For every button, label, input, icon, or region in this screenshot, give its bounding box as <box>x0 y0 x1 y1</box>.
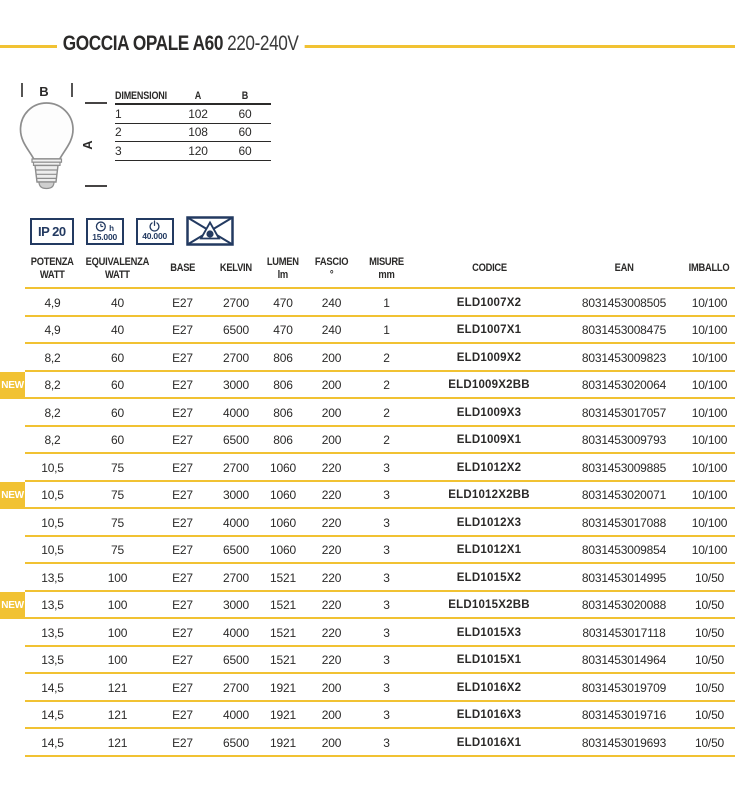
cell-imballo: 10/100 <box>691 378 728 393</box>
dim-col-a: A <box>194 89 202 102</box>
cell-fascio: 200 <box>321 708 342 723</box>
cell-potenza: 8,2 <box>44 350 61 365</box>
cell-misure: 3 <box>383 488 390 503</box>
header-line: FASCIO <box>314 255 349 268</box>
dim-cell: 102 <box>188 106 208 121</box>
cell-equivalenza: 40 <box>111 323 124 338</box>
cell-kelvin: 2700 <box>223 295 249 310</box>
cell-ean: 8031453009885 <box>581 460 667 475</box>
cell-ean: 8031453019716 <box>581 708 667 723</box>
cell-kelvin: 4000 <box>223 625 249 640</box>
new-badge-cell <box>0 702 25 730</box>
cell-kelvin: 6500 <box>223 653 249 668</box>
table-row <box>0 482 735 510</box>
header-line: CODICE <box>471 262 507 275</box>
not-dimmable-icon <box>186 216 234 246</box>
header-line: mm <box>378 269 395 281</box>
cell-codice: ELD1016X2 <box>456 681 522 694</box>
cell-misure: 3 <box>383 598 390 613</box>
page-title <box>57 30 304 58</box>
cell-lumen: 1060 <box>270 460 296 475</box>
new-badge-cell <box>0 372 25 400</box>
cell-base: E27 <box>172 378 193 393</box>
cell-misure: 2 <box>383 350 390 365</box>
cell-potenza: 14,5 <box>41 708 64 723</box>
cell-fascio: 240 <box>321 295 342 310</box>
cell-base: E27 <box>172 515 193 530</box>
new-badge-cell <box>0 537 25 565</box>
table-row <box>0 399 735 427</box>
cell-codice: ELD1016X3 <box>456 709 522 722</box>
bulb-screw-base <box>35 165 58 182</box>
cell-imballo: 10/50 <box>694 625 725 640</box>
cell-kelvin: 3000 <box>223 488 249 503</box>
cell-base: E27 <box>172 708 193 723</box>
cell-fascio: 220 <box>321 543 342 558</box>
cell-equivalenza: 121 <box>107 708 128 723</box>
header-ean <box>564 262 684 275</box>
cell-kelvin: 2700 <box>223 460 249 475</box>
cell-codice: ELD1007X1 <box>456 324 522 337</box>
cell-ean: 8031453009823 <box>581 350 667 365</box>
ip-rating-label: IP 20 <box>38 223 66 239</box>
cell-kelvin: 3000 <box>223 598 249 613</box>
new-badge-cell <box>0 509 25 537</box>
cell-ean: 8031453020088 <box>581 598 667 613</box>
product-table-header <box>0 249 735 289</box>
cell-codice: ELD1012X2 <box>456 461 522 474</box>
cell-misure: 2 <box>383 378 390 393</box>
cell-lumen: 1521 <box>270 570 296 585</box>
cell-potenza: 13,5 <box>41 625 64 640</box>
new-badge-cell <box>0 399 25 427</box>
switch-cycles-value: 40.000 <box>142 231 168 242</box>
cell-imballo: 10/100 <box>691 543 728 558</box>
header-line: EQUIVALENZA <box>85 255 150 268</box>
dim-cell: 60 <box>238 125 252 140</box>
header-equivalenza <box>80 256 155 282</box>
cell-base: E27 <box>172 543 193 558</box>
cell-codice: ELD1009X1 <box>456 434 522 447</box>
cell-fascio: 220 <box>321 460 342 475</box>
cell-misure: 3 <box>383 653 390 668</box>
cell-imballo: 10/50 <box>694 735 725 750</box>
header-codice <box>414 262 564 275</box>
cell-base: E27 <box>172 323 193 338</box>
cell-codice: ELD1007X2 <box>456 296 522 309</box>
cell-lumen: 1521 <box>270 625 296 640</box>
cell-kelvin: 6500 <box>223 735 249 750</box>
cell-ean: 8031453008505 <box>581 295 667 310</box>
cell-kelvin: 2700 <box>223 350 249 365</box>
cell-codice: ELD1009X2BB <box>448 379 530 392</box>
product-name: GOCCIA OPALE A60 <box>62 32 223 55</box>
cell-lumen: 1921 <box>270 735 296 750</box>
cell-equivalenza: 100 <box>107 570 128 585</box>
header-imballo <box>684 262 735 275</box>
dim-cell: 3 <box>115 143 122 158</box>
new-badge-cell <box>0 344 25 372</box>
cell-base: E27 <box>172 735 193 750</box>
cell-ean: 8031453019709 <box>581 680 667 695</box>
dim-col-b: B <box>241 89 249 102</box>
height-label: A <box>80 140 95 150</box>
cell-ean: 8031453009793 <box>581 433 667 448</box>
cell-codice: ELD1015X2 <box>456 571 522 584</box>
cell-equivalenza: 100 <box>107 625 128 640</box>
new-badge-cell <box>0 427 25 455</box>
header-line: LUMEN <box>267 255 299 268</box>
cell-imballo: 10/100 <box>691 433 728 448</box>
cell-fascio: 200 <box>321 680 342 695</box>
table-row <box>0 647 735 675</box>
cell-imballo: 10/100 <box>691 323 728 338</box>
cell-ean: 8031453020071 <box>581 488 667 503</box>
cell-fascio: 200 <box>321 378 342 393</box>
cell-imballo: 10/50 <box>694 598 725 613</box>
switch-cycles-badge <box>136 218 174 245</box>
cell-kelvin: 6500 <box>223 433 249 448</box>
dim-cell: 60 <box>238 143 252 158</box>
cell-kelvin: 6500 <box>223 323 249 338</box>
table-row <box>0 427 735 455</box>
cell-ean: 8031453014964 <box>581 653 667 668</box>
cell-misure: 1 <box>383 323 390 338</box>
header-lumen <box>262 256 304 282</box>
new-badge-cell <box>0 674 25 702</box>
cell-potenza: 10,5 <box>41 543 64 558</box>
cell-equivalenza: 40 <box>111 295 124 310</box>
cell-imballo: 10/50 <box>694 708 725 723</box>
header-line: POTENZA <box>31 255 74 268</box>
header-fascio <box>304 256 359 282</box>
ip-rating-badge <box>30 218 74 245</box>
new-badge-cell <box>0 729 25 757</box>
cell-lumen: 806 <box>273 350 293 365</box>
cell-codice: ELD1009X2 <box>456 351 522 364</box>
table-row <box>0 702 735 730</box>
cell-equivalenza: 75 <box>111 515 124 530</box>
cell-base: E27 <box>172 570 193 585</box>
header-line: ° <box>329 269 334 281</box>
new-badge: NEW <box>0 372 25 400</box>
cell-misure: 3 <box>383 570 390 585</box>
certification-icons <box>30 216 735 246</box>
cell-fascio: 200 <box>321 433 342 448</box>
cell-misure: 3 <box>383 515 390 530</box>
new-badge-cell <box>0 289 25 317</box>
page-title-row <box>0 30 735 58</box>
cell-base: E27 <box>172 625 193 640</box>
table-row <box>0 537 735 565</box>
header-potenza <box>25 256 80 282</box>
figure-section <box>0 75 735 205</box>
cell-base: E27 <box>172 295 193 310</box>
cell-codice: ELD1015X1 <box>456 654 522 667</box>
cell-lumen: 806 <box>273 405 293 420</box>
dim-cell: 108 <box>188 125 208 140</box>
cell-misure: 3 <box>383 543 390 558</box>
cell-equivalenza: 75 <box>111 460 124 475</box>
cell-codice: ELD1012X3 <box>456 516 522 529</box>
table-rows <box>0 289 735 757</box>
cell-ean: 8031453009854 <box>581 543 667 558</box>
cell-misure: 3 <box>383 460 390 475</box>
cell-codice: ELD1012X2BB <box>448 489 530 502</box>
cell-fascio: 240 <box>321 323 342 338</box>
cell-lumen: 1521 <box>270 598 296 613</box>
cell-misure: 2 <box>383 405 390 420</box>
cell-potenza: 10,5 <box>41 460 64 475</box>
cell-potenza: 4,9 <box>44 295 61 310</box>
dim-cell: 2 <box>115 125 122 140</box>
lifetime-hours-value: 15.000 <box>92 231 118 242</box>
cell-misure: 3 <box>383 735 390 750</box>
cell-imballo: 10/100 <box>691 350 728 365</box>
cell-kelvin: 2700 <box>223 680 249 695</box>
cell-lumen: 1521 <box>270 653 296 668</box>
catalog-page <box>0 30 735 757</box>
cell-potenza: 8,2 <box>44 378 61 393</box>
cell-potenza: 13,5 <box>41 570 64 585</box>
table-row <box>0 592 735 620</box>
header-misure <box>359 256 414 282</box>
table-row <box>0 729 735 757</box>
cell-codice: ELD1015X3 <box>456 626 522 639</box>
cell-ean: 8031453014995 <box>581 570 667 585</box>
clock-icon <box>95 220 108 233</box>
table-row <box>0 344 735 372</box>
dimensions-table-header <box>115 88 271 105</box>
width-label: B <box>39 84 49 99</box>
cell-potenza: 10,5 <box>41 488 64 503</box>
new-badge-cell <box>0 564 25 592</box>
cell-fascio: 220 <box>321 653 342 668</box>
cell-equivalenza: 121 <box>107 735 128 750</box>
cell-potenza: 13,5 <box>41 598 64 613</box>
cell-base: E27 <box>172 680 193 695</box>
cell-fascio: 200 <box>321 350 342 365</box>
cell-lumen: 470 <box>273 295 293 310</box>
new-badge-cell <box>0 647 25 675</box>
bulb-tip <box>39 182 54 189</box>
bulb-diagram <box>8 75 120 203</box>
cell-lumen: 806 <box>273 433 293 448</box>
cell-kelvin: 3000 <box>223 378 249 393</box>
cell-lumen: 1921 <box>270 708 296 723</box>
cell-equivalenza: 75 <box>111 488 124 503</box>
cell-potenza: 13,5 <box>41 653 64 668</box>
cell-potenza: 8,2 <box>44 433 61 448</box>
cell-equivalenza: 60 <box>111 350 124 365</box>
cell-ean: 8031453019693 <box>581 735 667 750</box>
cell-equivalenza: 60 <box>111 405 124 420</box>
cell-fascio: 220 <box>321 488 342 503</box>
cell-equivalenza: 100 <box>107 653 128 668</box>
cell-fascio: 220 <box>321 570 342 585</box>
header-kelvin <box>210 262 262 275</box>
cell-base: E27 <box>172 460 193 475</box>
new-badge-cell <box>0 592 25 620</box>
cell-fascio: 220 <box>321 515 342 530</box>
cell-potenza: 10,5 <box>41 515 64 530</box>
cell-imballo: 10/100 <box>691 460 728 475</box>
lifetime-unit-label: h <box>109 223 115 233</box>
cell-misure: 3 <box>383 680 390 695</box>
table-row <box>0 317 735 345</box>
cell-base: E27 <box>172 488 193 503</box>
cell-imballo: 10/50 <box>694 653 725 668</box>
cell-ean: 8031453017057 <box>581 405 667 420</box>
cell-base: E27 <box>172 433 193 448</box>
cell-misure: 3 <box>383 625 390 640</box>
cell-ean: 8031453020064 <box>581 378 667 393</box>
cell-base: E27 <box>172 405 193 420</box>
header-line: WATT <box>105 269 130 281</box>
new-badge-cell <box>0 317 25 345</box>
cell-codice: ELD1016X1 <box>456 736 522 749</box>
cell-potenza: 14,5 <box>41 680 64 695</box>
dim-cell: 1 <box>115 106 122 121</box>
cell-fascio: 220 <box>321 625 342 640</box>
cell-equivalenza: 60 <box>111 433 124 448</box>
header-line: EAN <box>614 262 634 275</box>
header-line: BASE <box>170 262 195 275</box>
cell-base: E27 <box>172 350 193 365</box>
new-badge-cell <box>0 619 25 647</box>
cell-imballo: 10/50 <box>694 680 725 695</box>
cell-ean: 8031453017118 <box>582 625 666 640</box>
cell-lumen: 1060 <box>270 488 296 503</box>
cell-imballo: 10/100 <box>691 405 728 420</box>
table-row <box>0 619 735 647</box>
cell-ean: 8031453008475 <box>581 323 667 338</box>
table-row <box>0 454 735 482</box>
cell-kelvin: 6500 <box>223 543 249 558</box>
cell-codice: ELD1009X3 <box>456 406 522 419</box>
cell-ean: 8031453017088 <box>581 515 667 530</box>
cell-equivalenza: 60 <box>111 378 124 393</box>
cell-fascio: 200 <box>321 405 342 420</box>
voltage-label: 220-240V <box>227 32 299 55</box>
cell-codice: ELD1015X2BB <box>448 599 530 612</box>
cell-fascio: 200 <box>321 735 342 750</box>
cell-potenza: 14,5 <box>41 735 64 750</box>
dimensions-row <box>115 105 271 124</box>
dimensions-row <box>115 142 271 161</box>
cell-base: E27 <box>172 653 193 668</box>
table-row <box>0 289 735 317</box>
cell-kelvin: 4000 <box>223 515 249 530</box>
cell-kelvin: 4000 <box>223 708 249 723</box>
dimensions-row <box>115 124 271 143</box>
header-line: MISURE <box>369 255 404 268</box>
cell-lumen: 1921 <box>270 680 296 695</box>
dim-cell: 120 <box>188 143 208 158</box>
header-line: KELVIN <box>219 262 253 275</box>
table-row <box>0 564 735 592</box>
header-line: WATT <box>40 269 65 281</box>
cell-codice: ELD1012X1 <box>456 544 522 557</box>
cell-fascio: 220 <box>321 598 342 613</box>
not-dimmable-badge <box>186 216 234 246</box>
new-badge: NEW <box>0 482 25 510</box>
new-badge-cell <box>0 454 25 482</box>
header-line: IMBALLO <box>689 262 730 275</box>
new-badge: NEW <box>0 592 25 620</box>
cell-misure: 2 <box>383 433 390 448</box>
cell-lumen: 1060 <box>270 515 296 530</box>
table-row <box>0 509 735 537</box>
table-row <box>0 372 735 400</box>
bulb-glass <box>21 103 74 159</box>
dimensions-table <box>115 88 271 161</box>
dim-col-name: DIMENSIONI <box>115 89 167 102</box>
cell-equivalenza: 75 <box>111 543 124 558</box>
cell-equivalenza: 121 <box>107 680 128 695</box>
cell-base: E27 <box>172 598 193 613</box>
cell-lumen: 1060 <box>270 543 296 558</box>
cell-lumen: 470 <box>273 323 293 338</box>
cell-imballo: 10/50 <box>694 570 725 585</box>
cell-kelvin: 2700 <box>223 570 249 585</box>
cell-kelvin: 4000 <box>223 405 249 420</box>
cell-imballo: 10/100 <box>691 295 728 310</box>
header-base <box>155 262 210 275</box>
lifetime-badge <box>86 218 124 245</box>
cell-imballo: 10/100 <box>691 515 728 530</box>
cell-imballo: 10/100 <box>691 488 728 503</box>
dim-cell: 60 <box>238 106 252 121</box>
table-row <box>0 674 735 702</box>
product-table <box>0 249 735 757</box>
cell-equivalenza: 100 <box>107 598 128 613</box>
cell-potenza: 4,9 <box>44 323 61 338</box>
cell-misure: 1 <box>383 295 390 310</box>
cell-lumen: 806 <box>273 378 293 393</box>
new-badge-cell <box>0 482 25 510</box>
header-line: lm <box>277 269 289 281</box>
cell-potenza: 8,2 <box>44 405 61 420</box>
cell-misure: 3 <box>383 708 390 723</box>
